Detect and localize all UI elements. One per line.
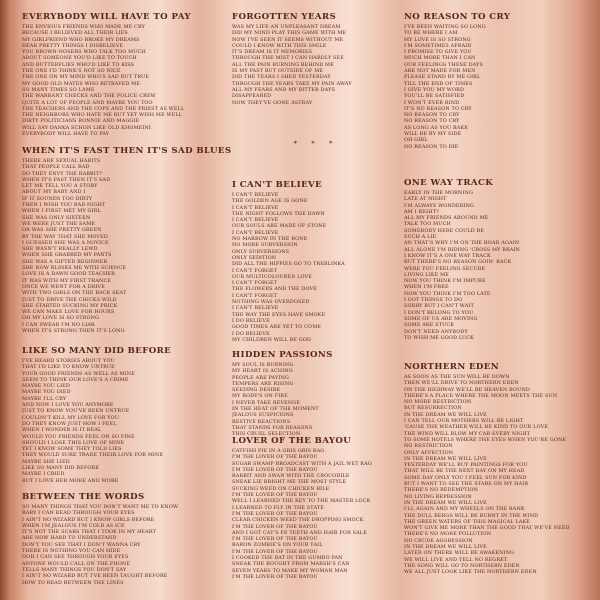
- lyric-line: SHOULD I LOSE THIS LOVE OF MINE: [22, 439, 125, 446]
- lyric-line: MY GOOD OLD MATES WHO BETRAYED ME: [22, 80, 141, 87]
- song-like-so-many-did-before: [22, 346, 222, 484]
- lyric-line: I AIN'T NO WIZARD BUT I KNOW GIRLS BEFORE: [22, 516, 155, 523]
- lyric-line: ONCE WE WENT FOR A DRIVE: [22, 283, 105, 290]
- lyric-line: I CAN'T BELIEVE: [232, 192, 279, 198]
- lyric-line: THEN I WISH YOU BAD NIGHT: [22, 202, 106, 209]
- lyric-line: I GIVE YOU MY WORD: [404, 86, 465, 93]
- lyric-line: I DO BELIEVE: [232, 317, 270, 324]
- lyric-line: SEVEN YEARS TO MAKE MY WOMAN MAN: [232, 567, 348, 574]
- lyric-line: WOULD YOU FRIENDS FEEL ON SO FINE: [22, 433, 135, 440]
- lyric-line: PEOPLE ARE PAYING: [232, 374, 289, 381]
- lyric-line: AM I RIGHT?: [404, 208, 439, 215]
- lyric-line: TO BE WHERE I AM: [404, 30, 458, 37]
- lyric-line: MY LOVE IS SO STRONG: [404, 36, 471, 43]
- lyrics: [232, 362, 400, 438]
- lyric-line: WHEN I WONDER IS IT REAL: [22, 427, 102, 434]
- lyric-line: I WON'T EVER BIND: [404, 99, 460, 106]
- lyric-line: WE ALL JUST LOOK LIKE THE NORTHERN EDEN: [404, 569, 537, 576]
- lyric-line: THE NEIGHBORS WHO HATE ME BUT YET WISH ME WELL: [22, 112, 183, 119]
- lyric-line: I COOKED THE BAT IN THE GUMBO PAN: [232, 555, 343, 562]
- lyric-line: SUCKING WEED ON CHICKEN BILE: [232, 485, 330, 492]
- lyric-line: CATFISH PIE IN A GRIS GRIS BAG: [232, 448, 325, 454]
- lyric-line: WHEN I'M JEALOUS I'M COLD AS ICE: [22, 522, 125, 529]
- song-title: EVERYBODY WILL HAVE TO PAY: [22, 12, 191, 22]
- lyric-line: ONLY AFFECTION: [404, 449, 454, 456]
- lyric-line: ONLY SUBVERSIONS: [232, 248, 290, 255]
- lyric-line: YOU'LL BE SATISFIED: [404, 93, 465, 100]
- lyrics: [232, 192, 400, 343]
- lyric-line: SHE WAS ONLY SIXTEEN: [22, 214, 91, 221]
- lyric-line: WHEN I FIRST MET MY GIRL: [22, 208, 101, 215]
- lyric-line: SHE NOW BLINKS ME WITH SCIENCE: [22, 265, 127, 272]
- lyric-line: I CAN'T BELIEVE: [232, 217, 279, 224]
- lyric-line: SHE STARTED SUCKING MY PRICK: [22, 302, 118, 309]
- lyric-line: ALL ALONE I'M RIDING 'CROSS MY BRAIN: [404, 246, 520, 253]
- lyric-line: MY SOUL IS BURNING: [232, 362, 294, 368]
- lyric-line: BARON ZOMBIE'S ON YOUR TAIL: [232, 542, 323, 549]
- song-i-cant-believe: [232, 180, 400, 343]
- lyric-line: THERE IS NOTHING YOU CAN HIDE: [22, 548, 121, 555]
- lyric-line: THERE'S A PLACE WHERE THE MOON MEETS THE SUN: [404, 392, 558, 399]
- song-no-reason-to-cry: [404, 12, 584, 150]
- lyric-line: I GOT THINGS TO DO: [404, 297, 463, 304]
- lyric-line: AND BUTTERFLIES WHO'D LIKE TO KISS: [22, 61, 135, 68]
- lyric-line: SOME OF US ARE MOVING: [404, 315, 478, 322]
- lyrics: [22, 358, 222, 484]
- lyric-line: WELL I LEARNED THE KEY TO THE MASTER LOCK: [232, 498, 371, 505]
- lyric-line: SNEAK THE BOUGHT FROM MARSH'S CAN: [232, 561, 350, 568]
- lyric-line: MY HEART IS ACHING: [232, 368, 293, 375]
- song-title: LIKE SO MANY DID BEFORE: [22, 346, 172, 356]
- lyric-line: I KNOW IT'S A ONE WAY TRACK: [404, 252, 491, 259]
- lyric-line: THIS CRUEL SELECTION: [232, 431, 301, 438]
- lyric-line: WILL BE BY MY SIDE: [404, 131, 462, 138]
- lyric-line: THE NIGHT FOLLOWS THE DAWN: [232, 210, 325, 217]
- lyric-line: SOME DAY ONLY YOU I FEEL SUN FOR KIND: [404, 474, 527, 481]
- lyric-line: I CAN'T BELIEVE: [232, 204, 279, 211]
- lyric-line: DID ALL THE HIPPIES GO TO TREBLINKA: [232, 261, 345, 268]
- lyric-line: SNEAK LIE BRIGHT ME THE MOST STYLE: [232, 479, 347, 486]
- lyric-line: WHEN IT'S STRONG THEN IT'S LONG: [22, 328, 125, 335]
- lyric-line: ARE NOW HARD TO UNDERSTAND: [22, 535, 117, 542]
- lyric-line: TEMPERS ARE RISING: [232, 380, 294, 387]
- lyric-line: SEEDING DESIRE: [232, 387, 281, 394]
- lyric-line: THE WAY THE EYES HAVE SMOKE: [232, 311, 326, 318]
- lyric-line: NO CRUDE AGGRESSION: [404, 537, 473, 544]
- lyric-line: BUT THERE'S NO REASON GOIN' BACK: [404, 259, 512, 266]
- lyrics: [22, 504, 222, 586]
- lyric-line: THE FLOWERS AND THE DOVE: [232, 286, 317, 293]
- lyric-line: THE WARRANT CHECKS AND THE POLICE CREW: [22, 93, 156, 100]
- lyric-line: COULDN'T KILL MY LOVE FOR YOU: [22, 414, 120, 421]
- lyric-line: IT WAS WITH MY FIRST TRANCE: [22, 277, 112, 284]
- lyric-line: EVERYBODY WILL HAVE TO PAY: [22, 131, 110, 138]
- song-lover-of-the-bayou: [232, 436, 400, 580]
- lyric-line: THAT STANDS FOR REASONS: [232, 424, 313, 431]
- lyric-line: I DO BELIEVE: [232, 330, 270, 337]
- section-divider: * * *: [293, 140, 339, 148]
- lyric-line: THE TEACHERS AND THE COPS AND THE PRIEST AS WELL: [22, 105, 185, 112]
- lyric-line: I'M THE LOVER OF THE BAYOU: [232, 536, 318, 543]
- lyric-line: IN THE DREAM WE WILL LIVE: [404, 499, 487, 506]
- lyric-line: NO MORE RESTRICTION: [404, 399, 472, 406]
- lyric-line: I'M THE LOVER OF THE BAYOU: [232, 492, 318, 499]
- lyric-line: YESTERDAY WE'LL BUY PAINTINGS FOR YOU: [404, 462, 528, 469]
- lyric-line: NOTHING WAS OVERDOSED: [232, 299, 310, 306]
- lyric-line: ON THE HIGHWAY WE'LL BE HEAVEN BOUND: [404, 386, 530, 393]
- lyric-line: DO THEY KNOW JUST HOW I FEEL: [22, 420, 117, 427]
- lyric-line: WHEN SHE GRABBED MY PANTS: [22, 252, 112, 259]
- lyric-line: RESTIVE REACTIONS: [232, 418, 291, 425]
- lyric-line: OH MY LOVE IS SO STRONG: [22, 315, 100, 322]
- lyric-line: THE ONE ON MY MIND WHO'S SAD BUT TRUE: [22, 74, 150, 81]
- lyric-line: MY GIRLFRIEND WHO BROKE MY DREAMS: [22, 36, 140, 43]
- lyric-line: I'M ALWAYS WONDERING: [404, 202, 475, 209]
- lyric-line: IN THE DREAM WE WILL LIVE: [404, 411, 487, 418]
- lyrics: [404, 190, 584, 341]
- lyric-line: MAYBE YOU LIED: [22, 383, 70, 390]
- lyric-line: THE ONE I'D THINK'S NOT SO NICE: [22, 68, 121, 75]
- lyric-line: DON'T NEED ANYBODY: [404, 328, 468, 335]
- lyric-line: LATER ON THERE WILL BE AWAKENING: [404, 550, 515, 557]
- lyric-line: THE ENVIOUS FRIENDS WHO MADE ME CRY: [22, 24, 146, 30]
- lyric-line: IT'S NO REASON TO CRY: [404, 105, 472, 112]
- lyric-line: MUCH MORE THAN I CAN: [404, 55, 476, 62]
- lyric-line: HOW TO READ BETWEEN THE LINES: [22, 579, 124, 586]
- song-northern-eden: [404, 362, 584, 576]
- lyric-line: BECAUSE I BELIEVED ALL THEIR LIES: [22, 30, 128, 37]
- lyric-line: BABY I CAN READ THROUGH YOUR EYES: [22, 510, 135, 517]
- lyric-line: DEAR PRETTY THINGS I DISBELIEVE: [22, 42, 124, 49]
- lyric-line: NOW YOU THINK I'M IMPURE: [404, 278, 486, 285]
- lyric-line: ARE NOT MADE FOR MEN: [404, 68, 476, 75]
- song-title: LOVER OF THE BAYOU: [232, 436, 352, 446]
- lyric-line: NO MORE SUBVERSION: [232, 242, 298, 249]
- lyric-line: SEEM TO THINK OUR LOVE'S A CRIME: [22, 376, 129, 383]
- song-title: HIDDEN PASSIONS: [232, 350, 333, 360]
- lyric-line: NO REASON TO DIE: [404, 143, 459, 150]
- lyric-line: I'M THE LOVER OF THE BAYOU: [232, 454, 318, 461]
- lyric-line: TO SOME HOTELS WHERE THE EYES WHEN YOU'RE GONE: [404, 436, 567, 443]
- lyric-line: LOVE IS A DAWN GOOD TEACHER: [22, 271, 115, 278]
- lyric-line: LET ME TELL YOU A STORY: [22, 183, 98, 190]
- lyric-line: DID MY MIND PLAY THIS GAME WITH ME: [232, 30, 347, 37]
- lyric-line: IN THE DREAM WE WILL LIVE: [404, 455, 487, 462]
- lyric-line: YOU BROWN-NOSERS WHO TALK TOO MUCH: [22, 49, 146, 56]
- lyrics: [22, 24, 222, 137]
- lyric-line: WON'T GIVE ME MORE THAN THE GOOD THAT WE'VE NEED: [404, 525, 570, 532]
- lyric-line: I CAN SWEAR I'M NO LIAR: [22, 321, 95, 328]
- lyric-line: SOMEBODY HERE COULD BE: [404, 227, 485, 234]
- lyric-line: DON'T YOU SEE THAT I DON'T WANNA CRY: [22, 541, 141, 548]
- lyric-line: NO REASON TO CRY: [404, 118, 460, 125]
- lyric-line: IN THE DREAM WE WILL LIVE: [404, 544, 487, 551]
- lyric-line: I'VE HEARD STORIES ABOUT YOU: [22, 358, 115, 364]
- song-between-the-words: [22, 492, 222, 586]
- lyric-line: COULD I KNOW WITH THIS SMILE: [232, 42, 327, 49]
- lyric-line: MY BODY'S ON FIRE: [232, 393, 288, 400]
- lyric-line: SHE WASN'T REALLY LEWD: [22, 246, 98, 253]
- lyric-line: I CAN'T FORGET: [232, 267, 278, 274]
- lyric-line: SUCH A LIE: [404, 234, 437, 241]
- lyric-line: WERE YOU FEELING SECURE: [404, 265, 486, 272]
- lyric-line: MY CHILDREN WILL BE GOD: [232, 336, 311, 343]
- lyric-line: I LEARNED TO FLY IN THE STATE: [232, 504, 324, 511]
- lyric-line: I'M THE LOVER OF THE BAYOU: [232, 573, 318, 580]
- lyric-line: THERE'S NO REDEMPTION: [404, 487, 479, 494]
- lyric-line: I'M THE LOVER OF THE BAYOU: [232, 466, 318, 473]
- lyric-line: THROUGH THE MIST I CAN HARDLY SEE: [232, 55, 344, 62]
- song-when-its-fast: [22, 146, 231, 334]
- lyric-line: THAT PEOPLE CALL BAD: [22, 164, 90, 171]
- lyric-line: QUITE A LOT OF PEOPLE AND MAYBE YOU TOO: [22, 99, 153, 106]
- lyric-line: I DON'T BELONG TO YOU: [404, 309, 474, 316]
- song-one-way-track: [404, 178, 584, 341]
- lyric-line: THROUGH THE YEARS TAKE MY PAIN AWAY: [232, 80, 352, 87]
- lyric-line: THAT I'D LIKE TO KNOW UNTRUE: [22, 364, 115, 371]
- lyric-line: LIVING LIKE ME: [404, 271, 450, 278]
- lyric-line: CLEAR CHICKEN WEED THE DROPPING SMOCK: [232, 517, 364, 524]
- lyric-line: OUR MULTICOLOURED LOVE: [232, 273, 312, 280]
- lyric-line: TELLS MANY THINGS YOU DON'T SAY: [22, 566, 127, 573]
- lyric-line: RABBIT AND SWAN WITH THE CROCODILE: [232, 473, 350, 480]
- lyric-line: 'CAUSE THE WEATHER WILL BE KIND TO OUR LOVE: [404, 424, 549, 431]
- lyric-line: PLEASE STAND BY ME GIRL: [404, 74, 481, 81]
- song-title: NORTHERN EDEN: [404, 362, 499, 372]
- lyric-line: WE WERE JUST THE SAME: [22, 220, 96, 227]
- lyric-line: I'M THE LOVER OF THE BAYOU: [232, 523, 318, 530]
- lyric-line: I'M THE LOVER OF THE BAYOU: [232, 510, 318, 517]
- lyric-line: OOH I CAN SEE THROUGH YOUR EYES: [22, 554, 129, 561]
- lyric-line: IN THE HEAT OF THE MOMENT: [232, 406, 319, 413]
- lyric-line: NO RESTRICTION: [404, 443, 453, 450]
- lyric-line: TILL THE END OF TIMES: [404, 80, 473, 87]
- lyric-line: MAYBE I CRIED: [22, 471, 65, 478]
- lyrics: [404, 24, 584, 150]
- lyric-line: BUT I WANT TO SEE THE STARS ON MY HAIR: [404, 481, 529, 488]
- lyric-line: I'M THE LOVER OF THE BAYOU: [232, 548, 318, 555]
- lyrics: [232, 448, 400, 580]
- lyric-line: SUGAR SWAMP BROADCAST WITH A JAIL WET RAG: [232, 460, 372, 467]
- lyric-line: I AIN'T NO WIZARD BUT I'VE BEEN TAUGHT BEFORE: [22, 573, 168, 580]
- lyric-line: NOW YOU THINK I'M TOO LATE: [404, 290, 491, 297]
- lyric-line: OUR SOULS ARE MADE OF STONE: [232, 223, 327, 230]
- lyric-line: DO THEY ENVY THE RABBIT?: [22, 170, 102, 177]
- lyric-line: AND NOW I LOVE YOU ANYMORE: [22, 402, 114, 409]
- lyric-line: SOME ARE STUCK: [404, 322, 455, 329]
- lyric-line: I CAN'T BELIEVE: [232, 229, 279, 236]
- lyric-line: THERE'S NO MORE POLLUTION: [404, 531, 492, 538]
- lyric-line: THE SONG WILL GO TO NORTHERN EDEN: [404, 562, 520, 569]
- song-title: WHEN IT'S FAST THEN IT'S SAD BLUES: [22, 146, 232, 156]
- lyric-line: WITH TWO GIRLS ON THE BACK SEAT: [22, 290, 127, 297]
- lyric-line: THAT WILL BE THE NEXT DAY ON MY HEAD: [404, 468, 525, 475]
- lyric-line: NO MARROW IN THE BONE: [232, 236, 308, 243]
- lyric-line: LIKE SO MANY DID BEFORE: [22, 465, 100, 472]
- lyric-line: BY THE WAY THAT SHE MOVED: [22, 233, 108, 240]
- lyric-line: IT'S DREAM IS IT MEMORIES: [232, 49, 313, 56]
- lyric-line: ANYONE WOULD CALL ON THE PHONE: [22, 560, 131, 567]
- lyric-line: I'VE BEEN WAITING SO LONG: [404, 24, 486, 30]
- lyric-line: NO REASON TO CRY: [404, 112, 460, 119]
- song-hidden-passions: [232, 350, 400, 438]
- lyrics: [22, 158, 231, 334]
- lyric-line: OUR FEELINGS THESE DAYS: [404, 61, 484, 68]
- lyric-line: I CAN TELL OUR MOTHERS WILL BE LIGHT: [404, 418, 524, 425]
- lyric-line: SHE WAS A GIFTED BEGINNER: [22, 258, 108, 265]
- song-forgotten-years: [232, 12, 400, 106]
- lyric-line: MAYBE YOU DIED: [22, 389, 71, 396]
- lyric-line: THE GREEN WATERS OF THIS MAGICAL LAKE: [404, 518, 531, 525]
- lyric-line: WE WILL LIVE AND TELL NO REGRET: [404, 556, 508, 563]
- lyric-line: I GUESSED SHE WAS A NOVICE: [22, 239, 109, 246]
- song-title: ONE WAY TRACK: [404, 178, 494, 188]
- lyric-line: THE GOLDEN AGE IS GONE: [232, 198, 308, 205]
- lyric-line: THERE ARE SEXUAL HABITS: [22, 158, 101, 164]
- lyric-line: ALL MY FRIENDS AROUND ME: [404, 215, 489, 222]
- lyric-line: MAYBE SHE LIED: [22, 458, 70, 465]
- lyric-line: THEY WOULD SURE TRADE THEIR LOVE FOR MINE: [22, 452, 164, 459]
- lyric-line: WILL SAY DANKA SCHON LIKE OLD KHOMEINI: [22, 124, 151, 131]
- lyric-line: LATE AT NIGHT: [404, 196, 447, 203]
- lyric-line: I'LL AGAIN AND MY WHEELS ON THE BANK: [404, 506, 525, 513]
- lyric-line: WHEN IT'S FAST THEN IT'S SAD: [22, 176, 111, 183]
- lyrics: [404, 374, 584, 576]
- song-everybody-will-have-to-pay: [22, 12, 222, 137]
- lyric-line: WAS MY LIFE AN UNPLEASANT DREAM: [232, 24, 341, 30]
- lyric-line: MAYBE I'LL CRY: [22, 395, 67, 402]
- lyric-line: JUST TO KNOW YOU'VE BEEN UNTRUE: [22, 408, 130, 415]
- lyric-line: JUST TO DRIVE THE CHICKS WILD: [22, 296, 117, 303]
- lyric-line: GOOD TIMES ARE YET TO COME: [232, 324, 322, 331]
- lyric-line: NO LIVING REPRESSION: [404, 493, 472, 500]
- lyric-line: WE CAN MAKE LOVE FOR HOURS: [22, 309, 115, 316]
- lyric-line: EARLY IN THE MORNING: [404, 190, 474, 196]
- lyric-line: SORRY BUT I CAN'T WAIT: [404, 303, 474, 310]
- lyric-line: DISAPPEARED: [232, 93, 272, 100]
- lyric-line: BUT RESURRECTION: [404, 405, 462, 412]
- lyric-line: NOW THEY'VE GONE ASTRAY: [232, 99, 313, 106]
- lyric-line: WHEN I'M FREE: [404, 284, 449, 291]
- lyric-line: I CAN'T FORGET: [232, 292, 278, 299]
- lyric-line: TALK TOO MUCH: [404, 221, 451, 228]
- lyric-line: ONLY SEDITION: [232, 254, 277, 261]
- lyric-line: AS LONG AS YOU BAKE: [404, 124, 468, 131]
- lyric-line: AND I GOT CAT'S FE TEETH AND HAIR FOR SALE: [232, 529, 367, 536]
- lyric-line: SO MANY THINGS THAT YOU DON'T WANT ME TO KNOW: [22, 504, 179, 510]
- song-title: BETWEEN THE WORDS: [22, 492, 145, 502]
- lyric-line: THE DULL BERGS WILL BE BURNT IN THE WIND: [404, 512, 539, 519]
- song-title: I CAN'T BELIEVE: [232, 180, 323, 190]
- lyric-line: OH GIRL: [404, 137, 428, 144]
- lyric-line: ALL MY FEARS AND MY BITTER DAYS: [232, 86, 335, 93]
- lyric-line: YET I KNOW SOME THEY TOLD LIES: [22, 446, 122, 453]
- lyric-line: IT'S NOT THE SCARS THAT I TOOK IN MY HEART: [22, 529, 157, 536]
- lyric-line: I PROMISE TO GIVE YOU: [404, 49, 472, 56]
- lyric-line: AS SOON AS THE SUN WILL BE DOWN: [404, 374, 510, 380]
- lyric-line: NOW I'VE SEEN IT SEEMS WITHOUT ME: [232, 36, 344, 43]
- song-title: NO REASON TO CRY: [404, 12, 511, 22]
- lyric-line: IF IT SOUNDS TOO DIRTY: [22, 195, 93, 202]
- lyric-line: AN THAT'S WHY I'M ON THE ROAD AGAIN: [404, 240, 520, 247]
- lyric-line: I'M SOMETIMES AFRAID: [404, 42, 472, 49]
- lyric-line: YOUR GOOD FRIENDS AS WELL AS MINE: [22, 370, 135, 377]
- lyric-line: DIRTY POLITICIANS RONNIE AND MAGGIE: [22, 118, 140, 125]
- lyric-line: THEN WE'LL DRIVE TO NORTHERN EDEN: [404, 380, 519, 387]
- lyric-line: I CAN'T FORGET: [232, 280, 278, 287]
- lyric-line: I NEVER TAKE REVENGE: [232, 399, 301, 406]
- lyric-line: THE WIND WILL BLOW MY CAR EVERY NIGHT: [404, 430, 531, 437]
- lyric-line: OR WAS SHE PRETTY GREEN: [22, 227, 102, 234]
- lyric-line: I CAN'T BELIEVE: [232, 305, 279, 312]
- song-title: FORGOTTEN YEARS: [232, 12, 337, 22]
- lyric-line: IS MY PAST BUT OUTSIDE OF ME: [232, 68, 324, 75]
- lyric-line: ABOUT SOMEONE YOU'D LIKE TO TOUCH: [22, 55, 137, 62]
- lyrics: [232, 24, 400, 106]
- lyric-line: JEALOUS SUSPICIONS: [232, 412, 294, 419]
- lyric-line: ABOUT MY BABY AND I: [22, 189, 86, 196]
- lyric-line: BUT I LOVE HER MORE AND MORE: [22, 477, 119, 484]
- lyric-line: DID THE TEARS I SHED YESTERDAY: [232, 74, 331, 81]
- lyric-line: TO WISH ME GOOD LUCK: [404, 334, 474, 341]
- lyric-line: SO MANY TIMES SO LAME: [22, 86, 95, 93]
- lyric-line: ALL THE PAIN BURNING BEHIND ME: [232, 61, 334, 68]
